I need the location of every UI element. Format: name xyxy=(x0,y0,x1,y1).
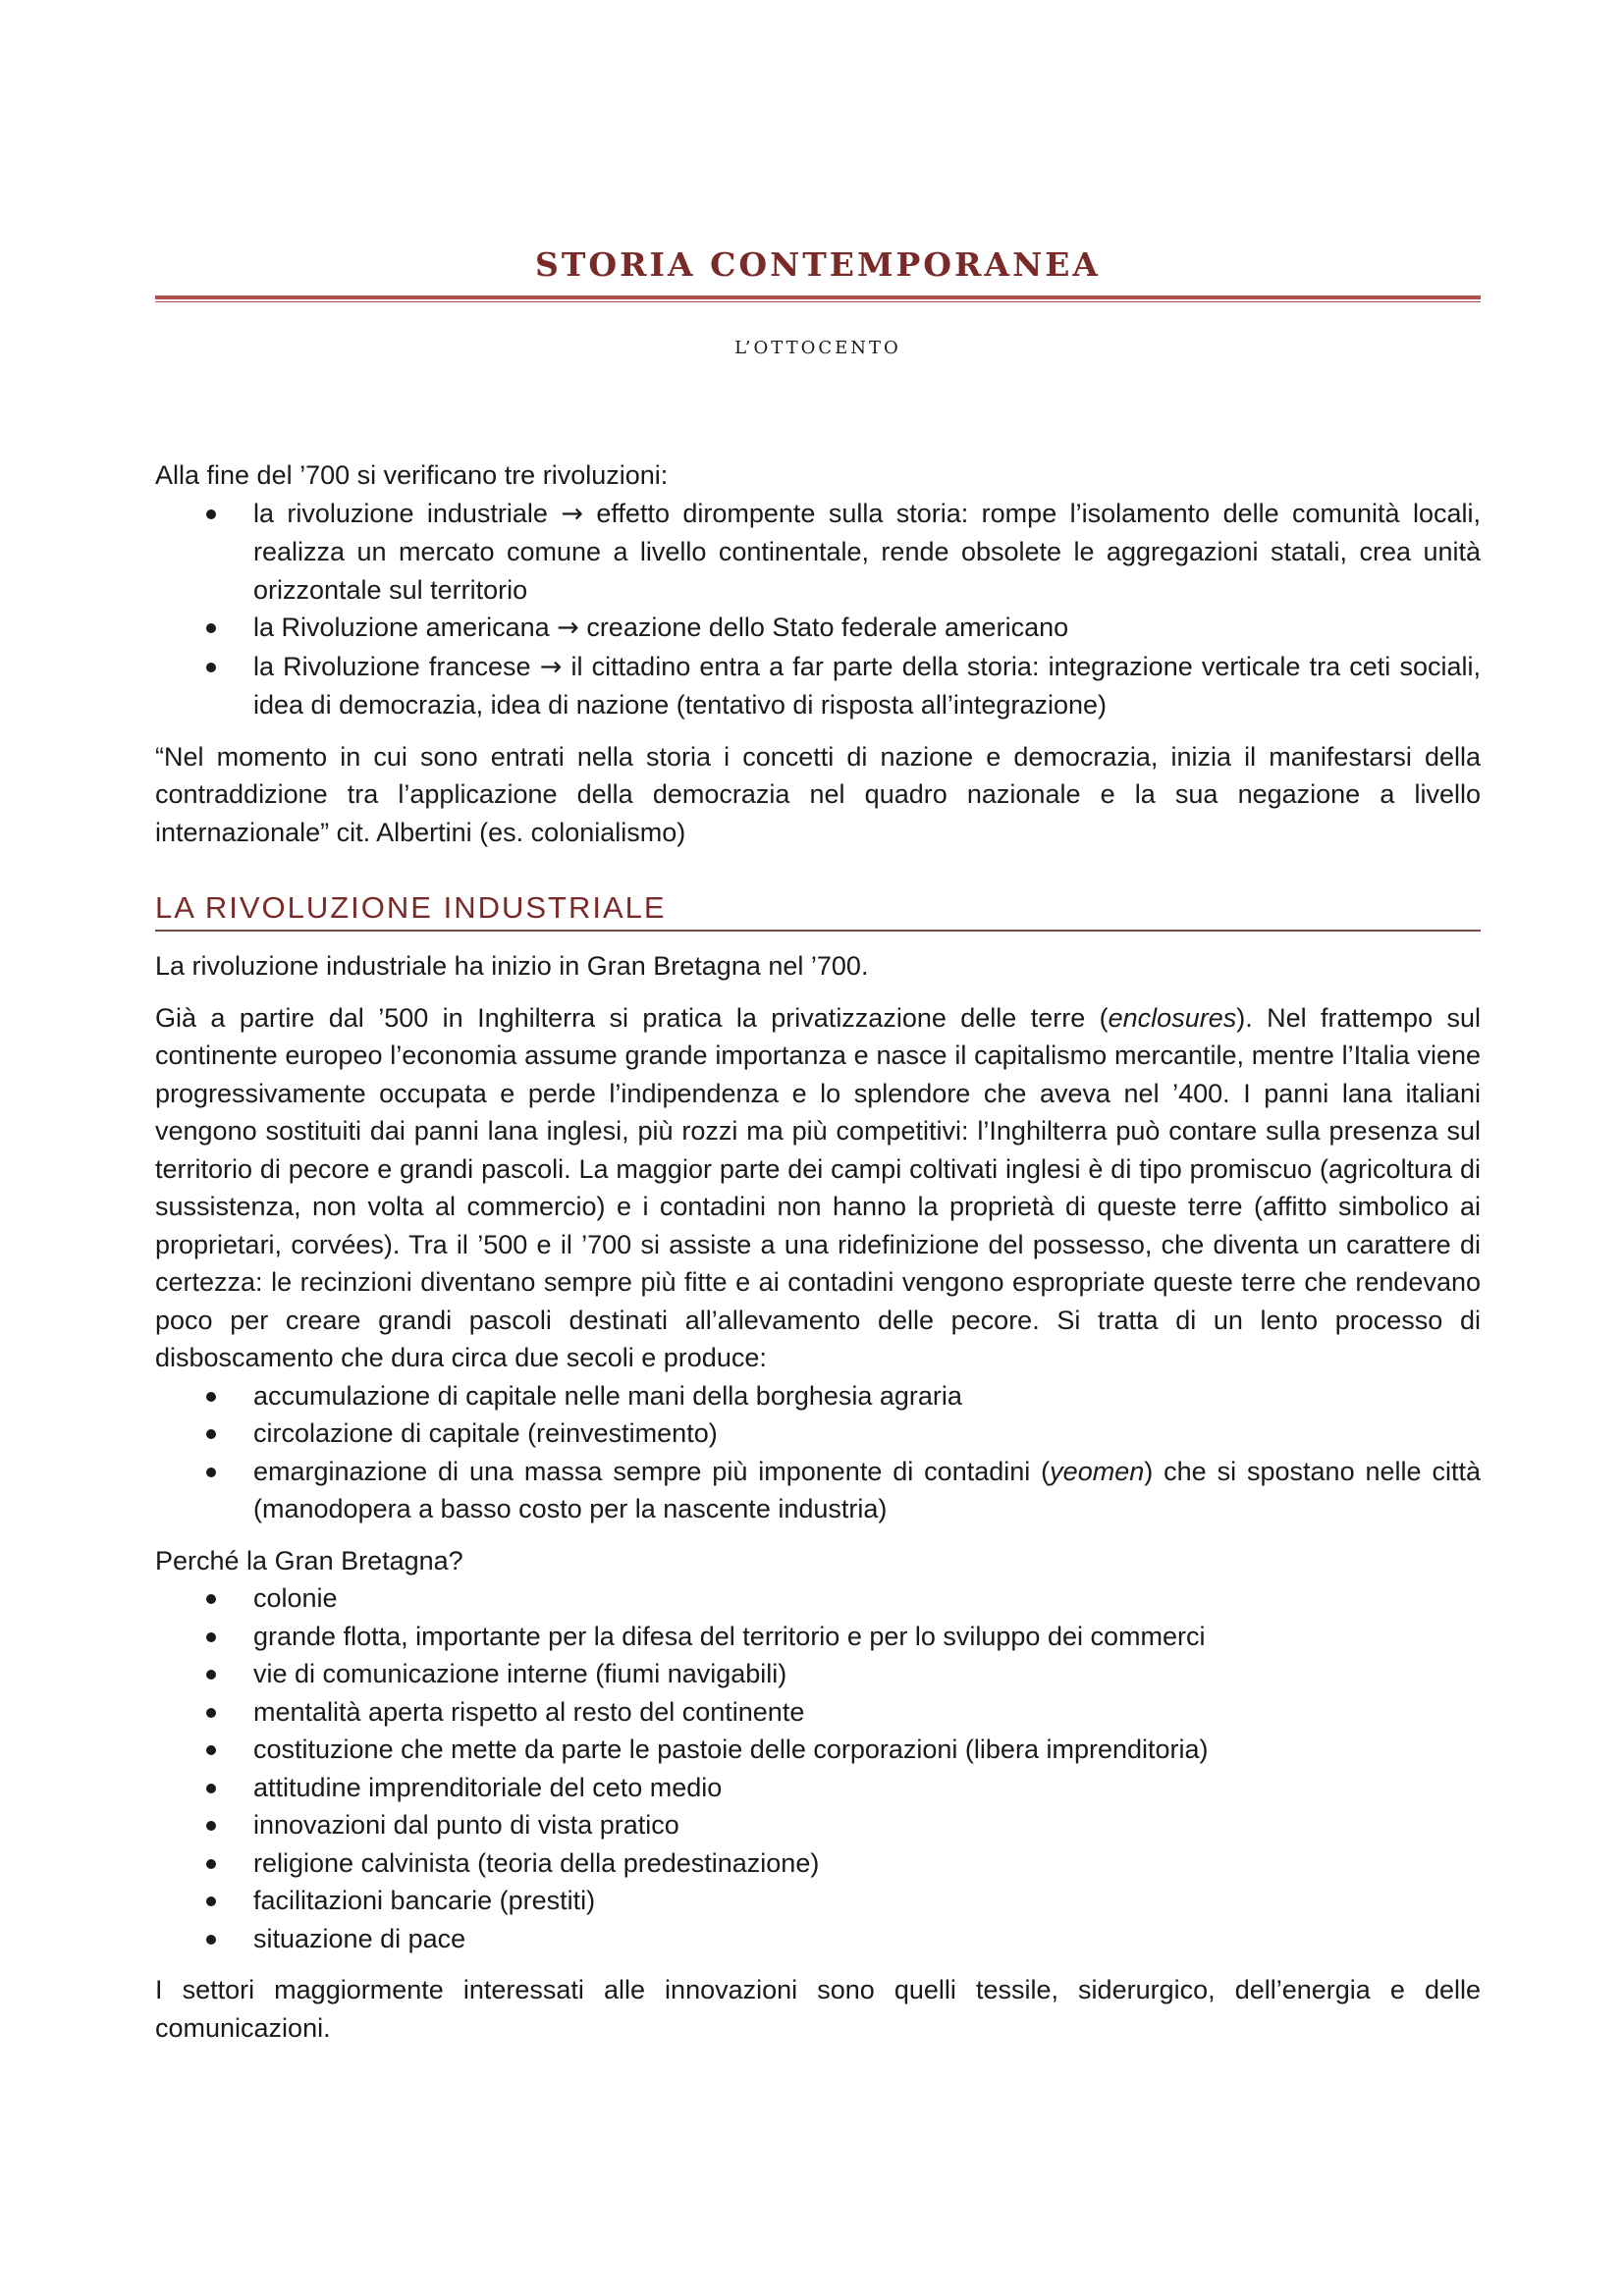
item-text-end: ) che si spostano nelle città (manodopera a basso costo per la nascente industria) xyxy=(253,1456,1481,1523)
list-item xyxy=(253,1731,1481,1769)
arrow-right-icon: → xyxy=(539,651,563,682)
item-text: vie di comunicazione interne (fiumi navigabili) xyxy=(253,1659,787,1688)
item-head: la Rivoluzione francese xyxy=(253,651,531,681)
list-item xyxy=(253,1415,1481,1453)
item-text: grande flotta, importante per la difesa del territorio e per lo sviluppo dei commerci xyxy=(253,1621,1206,1651)
document-title: STORIA CONTEMPORANEA xyxy=(534,245,1101,284)
item-text: il cittadino entra a far parte della storia: integrazione verticale tra ceti sociali, idea di democrazia, idea di nazione (tentativo di risposta all’integrazione) xyxy=(253,651,1482,720)
list-item xyxy=(253,1844,1481,1883)
item-text: circolazione di capitale (reinvestimento) xyxy=(253,1418,718,1448)
arrow-right-icon: → xyxy=(561,498,583,529)
why-heading: Perché la Gran Bretagna? xyxy=(155,1545,463,1575)
item-text: situazione di pace xyxy=(253,1923,466,1953)
bullet-icon xyxy=(206,1468,216,1477)
item-head: la rivoluzione industriale xyxy=(253,498,548,528)
list-item xyxy=(253,1579,1481,1618)
list-item xyxy=(253,1618,1481,1656)
section-paragraph-1: La rivoluzione industriale ha inizio in Gran Bretagna nel ’700. xyxy=(155,951,869,981)
p2-text-start: Già a partire dal ’500 in Inghilterra si pratica la privatizzazione delle terre ( xyxy=(155,1002,1109,1033)
closing-paragraph: I settori maggiormente interessati alle innovazioni sono quelli tessile, siderurgico, dell’energia e delle comunicazioni. xyxy=(155,1975,1481,2043)
bullet-icon xyxy=(206,1859,216,1869)
arrow-right-icon: → xyxy=(557,613,579,643)
list-item xyxy=(253,609,1481,648)
bullet-icon xyxy=(206,1784,216,1793)
intro-lead: Alla fine del ’700 si verificano tre rivoluzioni: xyxy=(155,460,669,490)
page-content xyxy=(155,245,1481,2047)
title-rule-thin xyxy=(155,301,1481,302)
bullet-icon xyxy=(206,509,216,519)
item-text: costituzione che mette da parte le pastoie delle corporazioni (libera imprenditoria) xyxy=(253,1735,1209,1764)
item-italic-term: yeomen xyxy=(1050,1456,1145,1486)
bullet-icon xyxy=(206,1670,216,1680)
item-text-start: emarginazione di una massa sempre più imponente di contadini ( xyxy=(253,1456,1051,1486)
bullet-icon xyxy=(206,623,216,633)
list-item xyxy=(253,1655,1481,1693)
list-item xyxy=(253,1377,1481,1415)
item-text: accumulazione di capitale nelle mani della borghesia agraria xyxy=(253,1380,962,1411)
bullet-icon xyxy=(206,1429,216,1439)
list-item xyxy=(253,1453,1481,1528)
section-heading: LA RIVOLUZIONE INDUSTRIALE xyxy=(155,890,1481,932)
item-text: effetto dirompente sulla storia: rompe l’isolamento delle comunità locali, realizza un mercato comune a livello continentale, rende obsolete le aggregazioni statali, crea unità orizzontale sul territorio xyxy=(253,498,1481,605)
item-text: attitudine imprenditoriale del ceto medio xyxy=(253,1772,723,1802)
bullet-icon xyxy=(206,1935,216,1945)
list-item xyxy=(253,1806,1481,1844)
document-subtitle: L’OTTOCENTO xyxy=(734,338,901,358)
p2-italic-term: enclosures xyxy=(1108,1002,1237,1033)
item-text: mentalità aperta rispetto al resto del continente xyxy=(253,1696,805,1727)
bullet-icon xyxy=(206,1594,216,1604)
list-item xyxy=(253,1920,1481,1958)
bullet-icon xyxy=(206,1708,216,1718)
section-paragraph-2 xyxy=(155,999,1481,1377)
item-text: religione calvinista (teoria della predestinazione) xyxy=(253,1847,820,1878)
list-item xyxy=(253,495,1481,610)
revolutions-list xyxy=(155,495,1481,724)
bullet-icon xyxy=(206,663,216,672)
bullet-icon xyxy=(206,1745,216,1755)
list-item xyxy=(253,1769,1481,1807)
item-text: facilitazioni bancarie (prestiti) xyxy=(253,1886,596,1915)
title-rule-thick xyxy=(155,295,1481,299)
list-item xyxy=(253,1693,1481,1732)
bullet-icon xyxy=(206,1632,216,1642)
p2-text-end: ). Nel frattempo sul continente europeo l’economia assume grande importanza e nasce il capitalismo mercantile, mentre l’Italia viene progressivamente occupata e perde l’indipendenza e lo splendore che aveva nel ’400. I panni lana italiani vengono sostituiti dai panni lana inglesi, più rozzi ma più competitivi: l’Inghilterra può contare sulla presenza sul territorio di pecore e grandi pascoli. La maggior parte dei campi coltivati inglesi è di tipo promiscuo (agricoltura di sussistenza, non volta al commercio) e i contadini non hanno la proprietà di queste terre (affitto simbolico ai proprietari, corvées). Tra il ’500 e il ’700 si assiste a una ridefinizione del possesso, che diventa un carattere di certezza: le recinzioni diventano sempre più fitte e ai contadini vengono espropriate queste terre che rendevano poco per creare grandi pascoli destinati all’allevamento delle pecore. Si tratta di un lento processo di disboscamento che dura circa due secoli e produce: xyxy=(155,1002,1481,1372)
bullet-icon xyxy=(206,1896,216,1906)
item-head: la Rivoluzione americana xyxy=(253,613,550,642)
effects-list xyxy=(155,1377,1481,1528)
why-list xyxy=(155,1579,1481,1957)
item-text: creazione dello Stato federale americano xyxy=(586,613,1069,642)
list-item xyxy=(253,648,1481,724)
albertini-quote: “Nel momento in cui sono entrati nella storia i concetti di nazione e democrazia, inizia il manifestarsi della contraddizione tra l’applicazione della democrazia nel quadro nazionale e la sua negazione a livello internazionale” cit. Albertini (es. colonialismo) xyxy=(155,741,1481,847)
bullet-icon xyxy=(206,1392,216,1402)
bullet-icon xyxy=(206,1821,216,1831)
item-text: innovazioni dal punto di vista pratico xyxy=(253,1810,679,1840)
item-text: colonie xyxy=(253,1583,338,1613)
list-item xyxy=(253,1882,1481,1920)
